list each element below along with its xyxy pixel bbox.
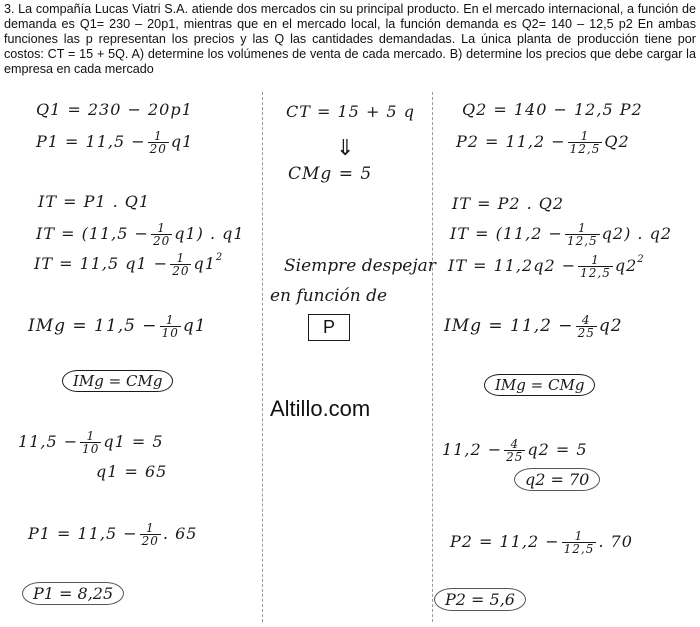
revenue-def-2: IT = P2 . Q2 xyxy=(452,194,565,213)
condition-cloud-1: IMg = CMg xyxy=(62,370,173,392)
marginal-cost: CMg = 5 xyxy=(288,164,373,184)
revenue-exp-2: IT = 11,2q2 − $\frac{1}{12,5}$ $q2^2$ xyxy=(448,253,645,280)
demand-1: Q1 = 230 − 20p1 xyxy=(36,100,193,119)
revenue-sub-2: IT = (11,2 − $\frac{1}{12,5}$ q2) . q2 xyxy=(450,221,672,248)
marginal-revenue-2: IMg = 11,2 − $\frac{4}{25}$ q2 xyxy=(444,313,623,340)
revenue-exp-1: IT = 11,5 q1 − $\frac{1}{20}$ $q1^2$ xyxy=(34,251,224,278)
price-result-1: P1 = 8,25 xyxy=(22,582,124,605)
divider-right xyxy=(432,92,433,622)
price-result-2: P2 = 5,6 xyxy=(434,588,526,611)
condition-cloud-2: IMg = CMg xyxy=(484,374,595,396)
marginal-revenue-1: IMg = 11,5 − $\frac{1}{10}$ q1 xyxy=(28,313,207,340)
quantity-result-2: q2 = 70 xyxy=(514,468,600,491)
watermark: Altillo.com xyxy=(270,396,371,421)
inverse-demand-2: P2 = 11,2 − $\frac{1}{12,5}$ Q2 xyxy=(456,129,630,156)
price-sub-2: P2 = 11,2 − $\frac{1}{12,5}$ . 70 xyxy=(450,529,633,556)
total-cost: CT = 15 + 5 q xyxy=(286,102,415,121)
problem-statement: 3. La compañía Lucas Viatri S.A. atiende dos mercados cin su principal producto. En el mercado internacional, a función de demanda es Q1= 230 – 20p1, mientras que en el mercado local, la función demanda es Q2= 140 – 12,5 p2 En ambas funciones las p representan los precios y las Q las cantidades demandadas. La única planta de producción tiene por costos: CT = 15 + 5Q. A) determine los volúmenes de venta de cada mercado. B) determine los precios que debe cargar la empresa en cada mercado xyxy=(4,2,696,76)
note-line-1: Siempre despejar xyxy=(284,256,436,276)
equation-2: 11,2 − $\frac{4}{25}$ q2 = 5 xyxy=(442,437,588,464)
implies-arrow-icon: ⇓ xyxy=(336,136,355,161)
equation-1: 11,5 − $\frac{1}{10}$ q1 = 5 xyxy=(18,429,164,456)
boxed-p: P xyxy=(308,314,350,341)
revenue-sub-1: IT = (11,5 − $\frac{1}{20}$ q1) . q1 xyxy=(36,221,245,248)
revenue-def-1: IT = P1 . Q1 xyxy=(38,192,151,211)
quantity-result-1: q1 = 65 xyxy=(96,462,168,481)
inverse-demand-1: P1 = 11,5 − $\frac{1}{20}$ q1 xyxy=(36,129,194,156)
demand-2: Q2 = 140 − 12,5 P2 xyxy=(462,100,643,119)
divider-left xyxy=(262,92,263,622)
price-sub-1: P1 = 11,5 − $\frac{1}{20}$ . 65 xyxy=(28,521,198,548)
note-line-2: en función de xyxy=(270,286,388,306)
